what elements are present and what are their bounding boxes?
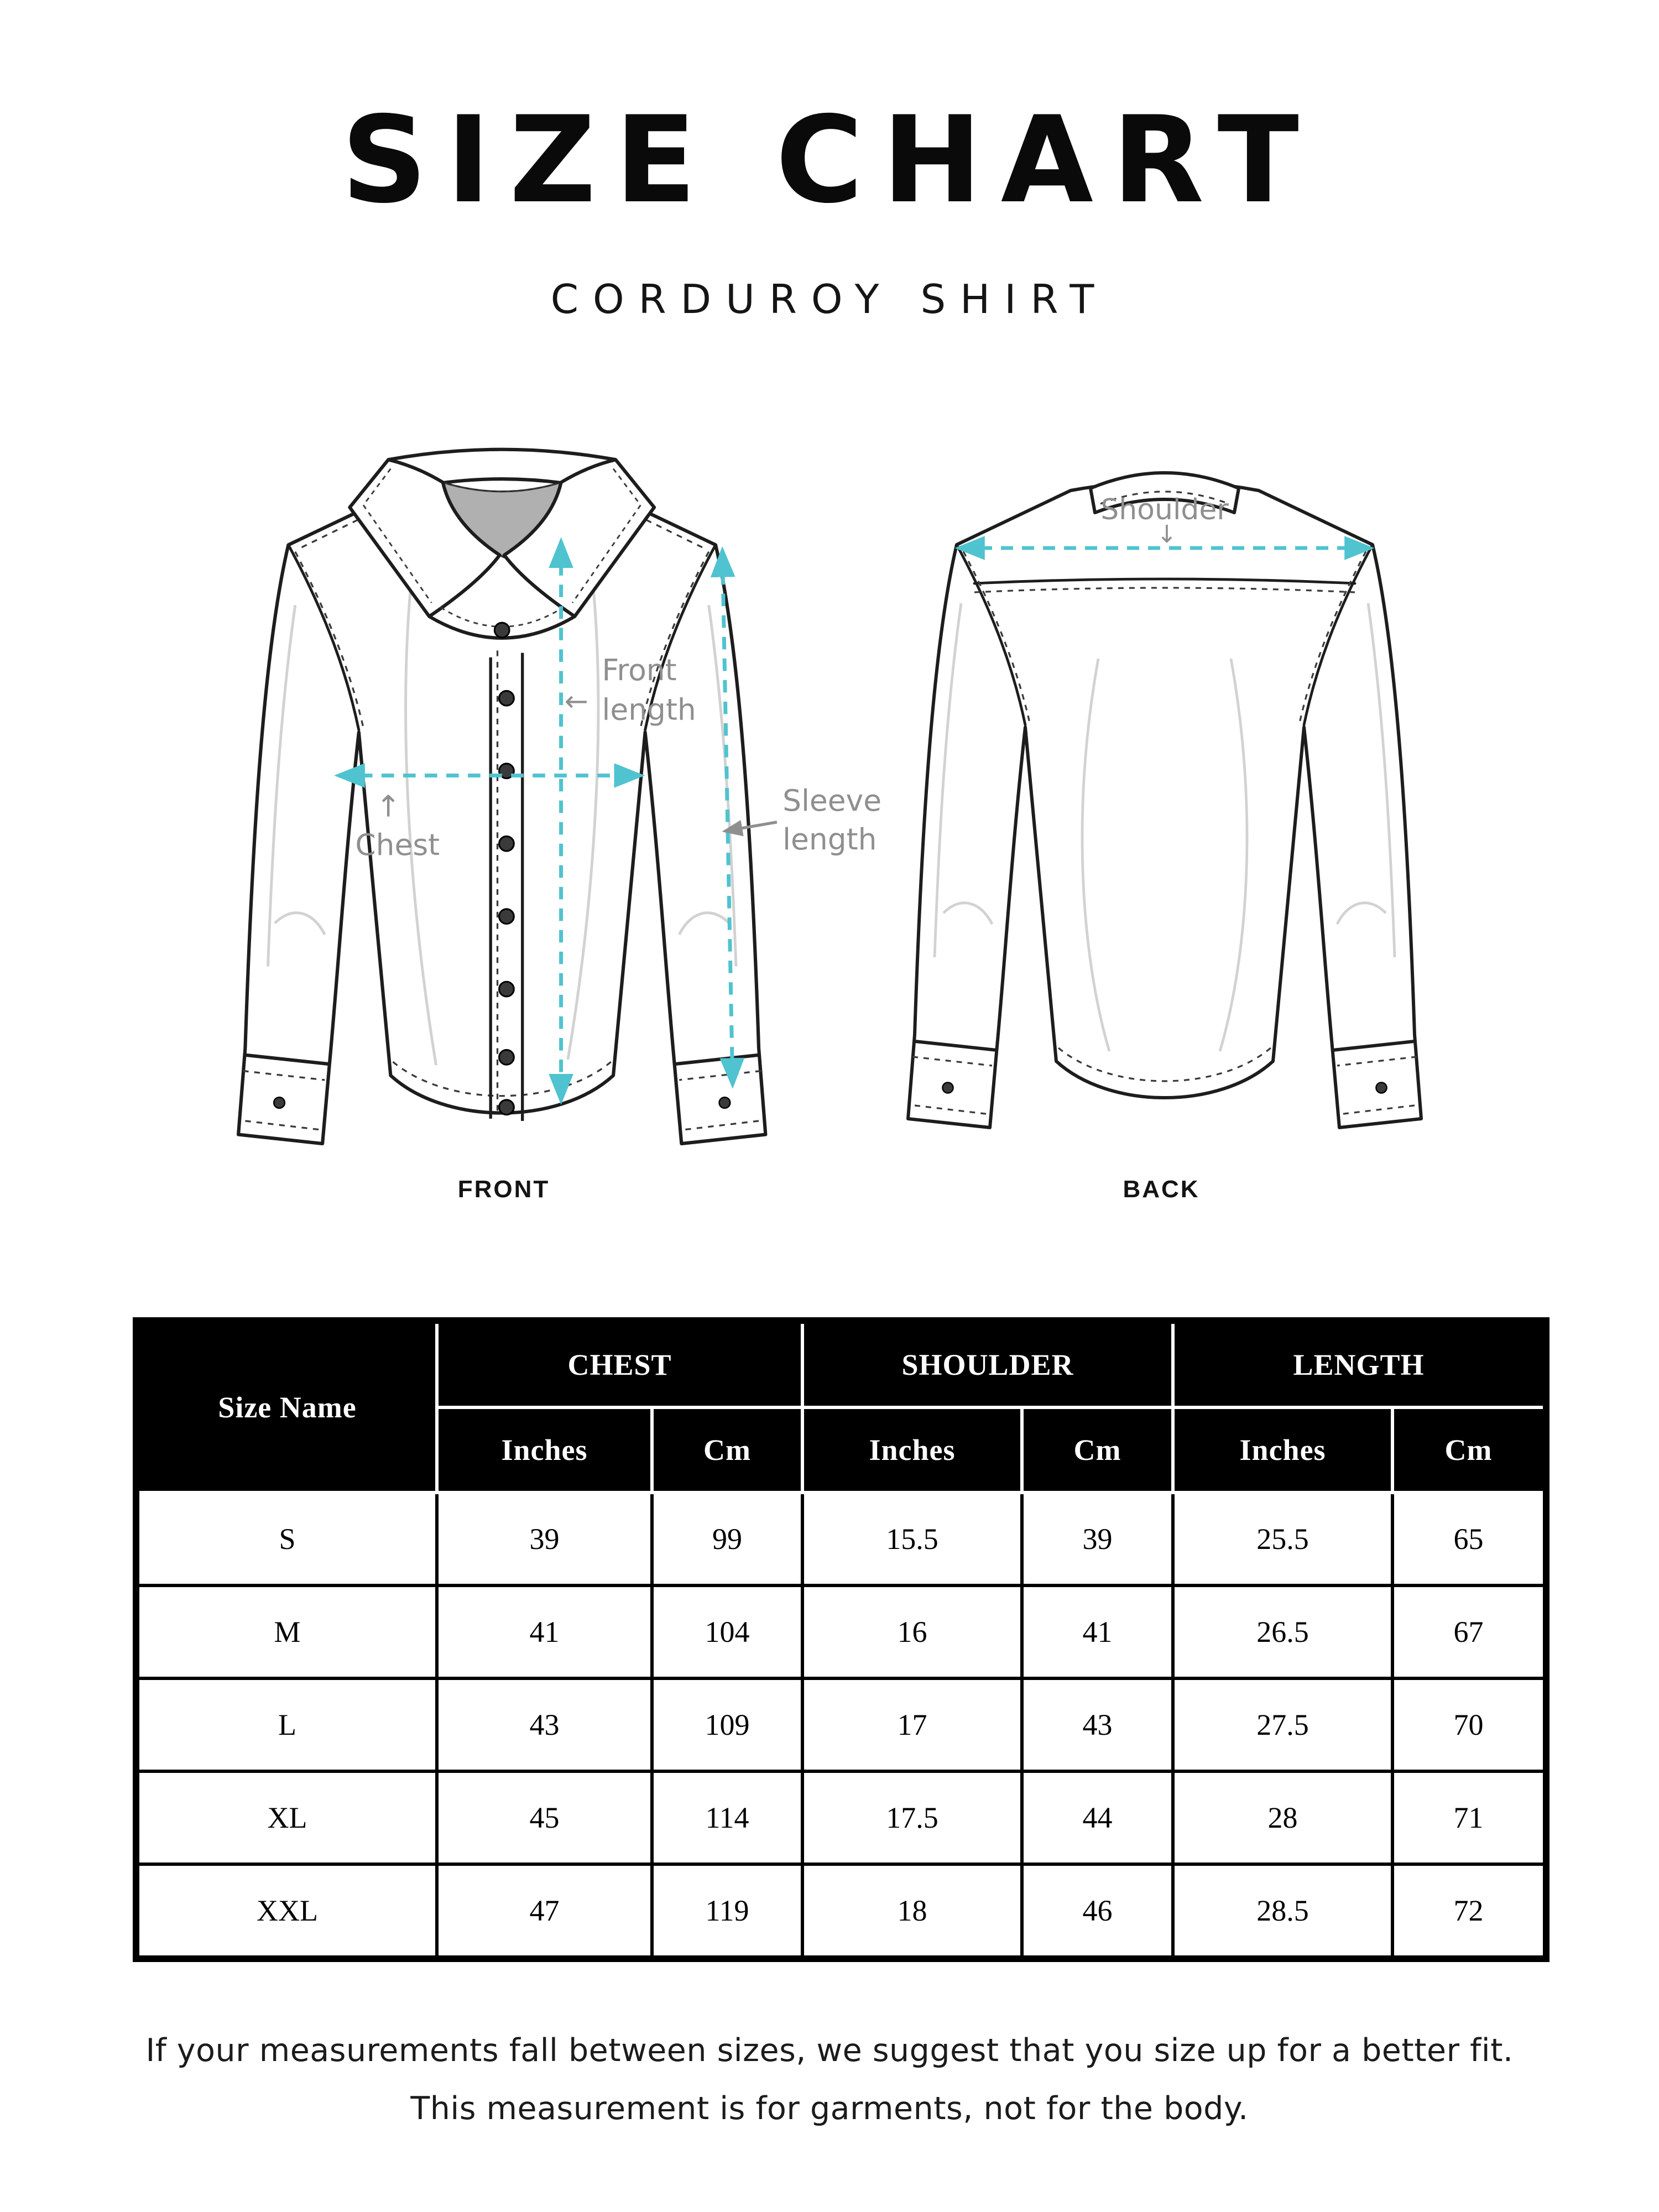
unit-header-shoulder-inches: Inches [802, 1407, 1022, 1493]
size-cell: XL [136, 1771, 437, 1864]
front-shirt-diagram [218, 435, 922, 1185]
size-name-header: Size Name [136, 1321, 437, 1493]
value-cell: 47 [437, 1864, 652, 1959]
value-cell: 25.5 [1173, 1493, 1392, 1585]
shoulder-label: Shoulder [1100, 493, 1229, 526]
size-cell: L [136, 1678, 437, 1771]
chest-label: Chest [355, 827, 440, 863]
value-cell: 109 [652, 1678, 802, 1771]
value-cell: 28 [1173, 1771, 1392, 1864]
value-cell: 17 [802, 1678, 1022, 1771]
value-cell: 28.5 [1173, 1864, 1392, 1959]
value-cell: 45 [437, 1771, 652, 1864]
footer-line-1: If your measurements fall between sizes, we suggest that you size up for a better fit. [145, 2032, 1514, 2069]
table-row [136, 1585, 1546, 1678]
value-cell: 39 [437, 1493, 652, 1585]
size-cell: M [136, 1585, 437, 1678]
value-cell: 43 [1022, 1678, 1173, 1771]
value-cell: 119 [652, 1864, 802, 1959]
back-view-label: BACK [1123, 1176, 1200, 1203]
value-cell: 70 [1392, 1678, 1546, 1771]
value-cell: 16 [802, 1585, 1022, 1678]
value-cell: 39 [1022, 1493, 1173, 1585]
front-length-pointer-icon: ← [564, 685, 588, 718]
value-cell: 46 [1022, 1864, 1173, 1959]
value-cell: 99 [652, 1493, 802, 1585]
chest-pointer-icon: ↑ [375, 789, 401, 824]
page-subtitle: CORDUROY SHIRT [550, 276, 1109, 322]
table-row [136, 1771, 1546, 1864]
footer-line-2: This measurement is for garments, not for the body. [410, 2090, 1249, 2127]
front-shirt-outline [238, 479, 765, 1144]
sleeve-length-label-line2: length [782, 821, 877, 857]
size-table-header [136, 1321, 1546, 1493]
collar-button [494, 623, 509, 638]
unit-header-shoulder-cm: Cm [1022, 1407, 1173, 1493]
group-header-shoulder: SHOULDER [802, 1321, 1173, 1407]
front-length-label-line2: length [602, 692, 696, 727]
group-header-length: LENGTH [1173, 1321, 1546, 1407]
front-length-label-line1: Front [602, 652, 677, 687]
value-cell: 15.5 [802, 1493, 1022, 1585]
value-cell: 41 [1022, 1585, 1173, 1678]
front-view-label: FRONT [457, 1176, 550, 1203]
collar-top-edge [388, 450, 615, 460]
sleeve-length-label-line1: Sleeve [782, 783, 882, 818]
value-cell: 72 [1392, 1864, 1546, 1959]
size-cell: S [136, 1493, 437, 1585]
value-cell: 26.5 [1173, 1585, 1392, 1678]
shoulder-pointer-icon: ↓ [1156, 520, 1177, 549]
footer-note [0, 2022, 1659, 2138]
value-cell: 65 [1392, 1493, 1546, 1585]
page-title: SIZE CHART [341, 91, 1318, 229]
back-shirt-diagram [888, 437, 1463, 1167]
table-row [136, 1678, 1546, 1771]
size-table [133, 1317, 1550, 1962]
value-cell: 71 [1392, 1771, 1546, 1864]
unit-header-length-inches: Inches [1173, 1407, 1392, 1493]
group-header-chest: CHEST [437, 1321, 802, 1407]
size-cell: XXL [136, 1864, 437, 1959]
unit-header-chest-cm: Cm [652, 1407, 802, 1493]
unit-header-length-cm: Cm [1392, 1407, 1546, 1493]
value-cell: 104 [652, 1585, 802, 1678]
table-row [136, 1864, 1546, 1959]
value-cell: 17.5 [802, 1771, 1022, 1864]
value-cell: 114 [652, 1771, 802, 1864]
value-cell: 43 [437, 1678, 652, 1771]
value-cell: 41 [437, 1585, 652, 1678]
table-row [136, 1493, 1546, 1585]
value-cell: 44 [1022, 1771, 1173, 1864]
unit-header-chest-inches: Inches [437, 1407, 652, 1493]
value-cell: 27.5 [1173, 1678, 1392, 1771]
value-cell: 18 [802, 1864, 1022, 1959]
value-cell: 67 [1392, 1585, 1546, 1678]
